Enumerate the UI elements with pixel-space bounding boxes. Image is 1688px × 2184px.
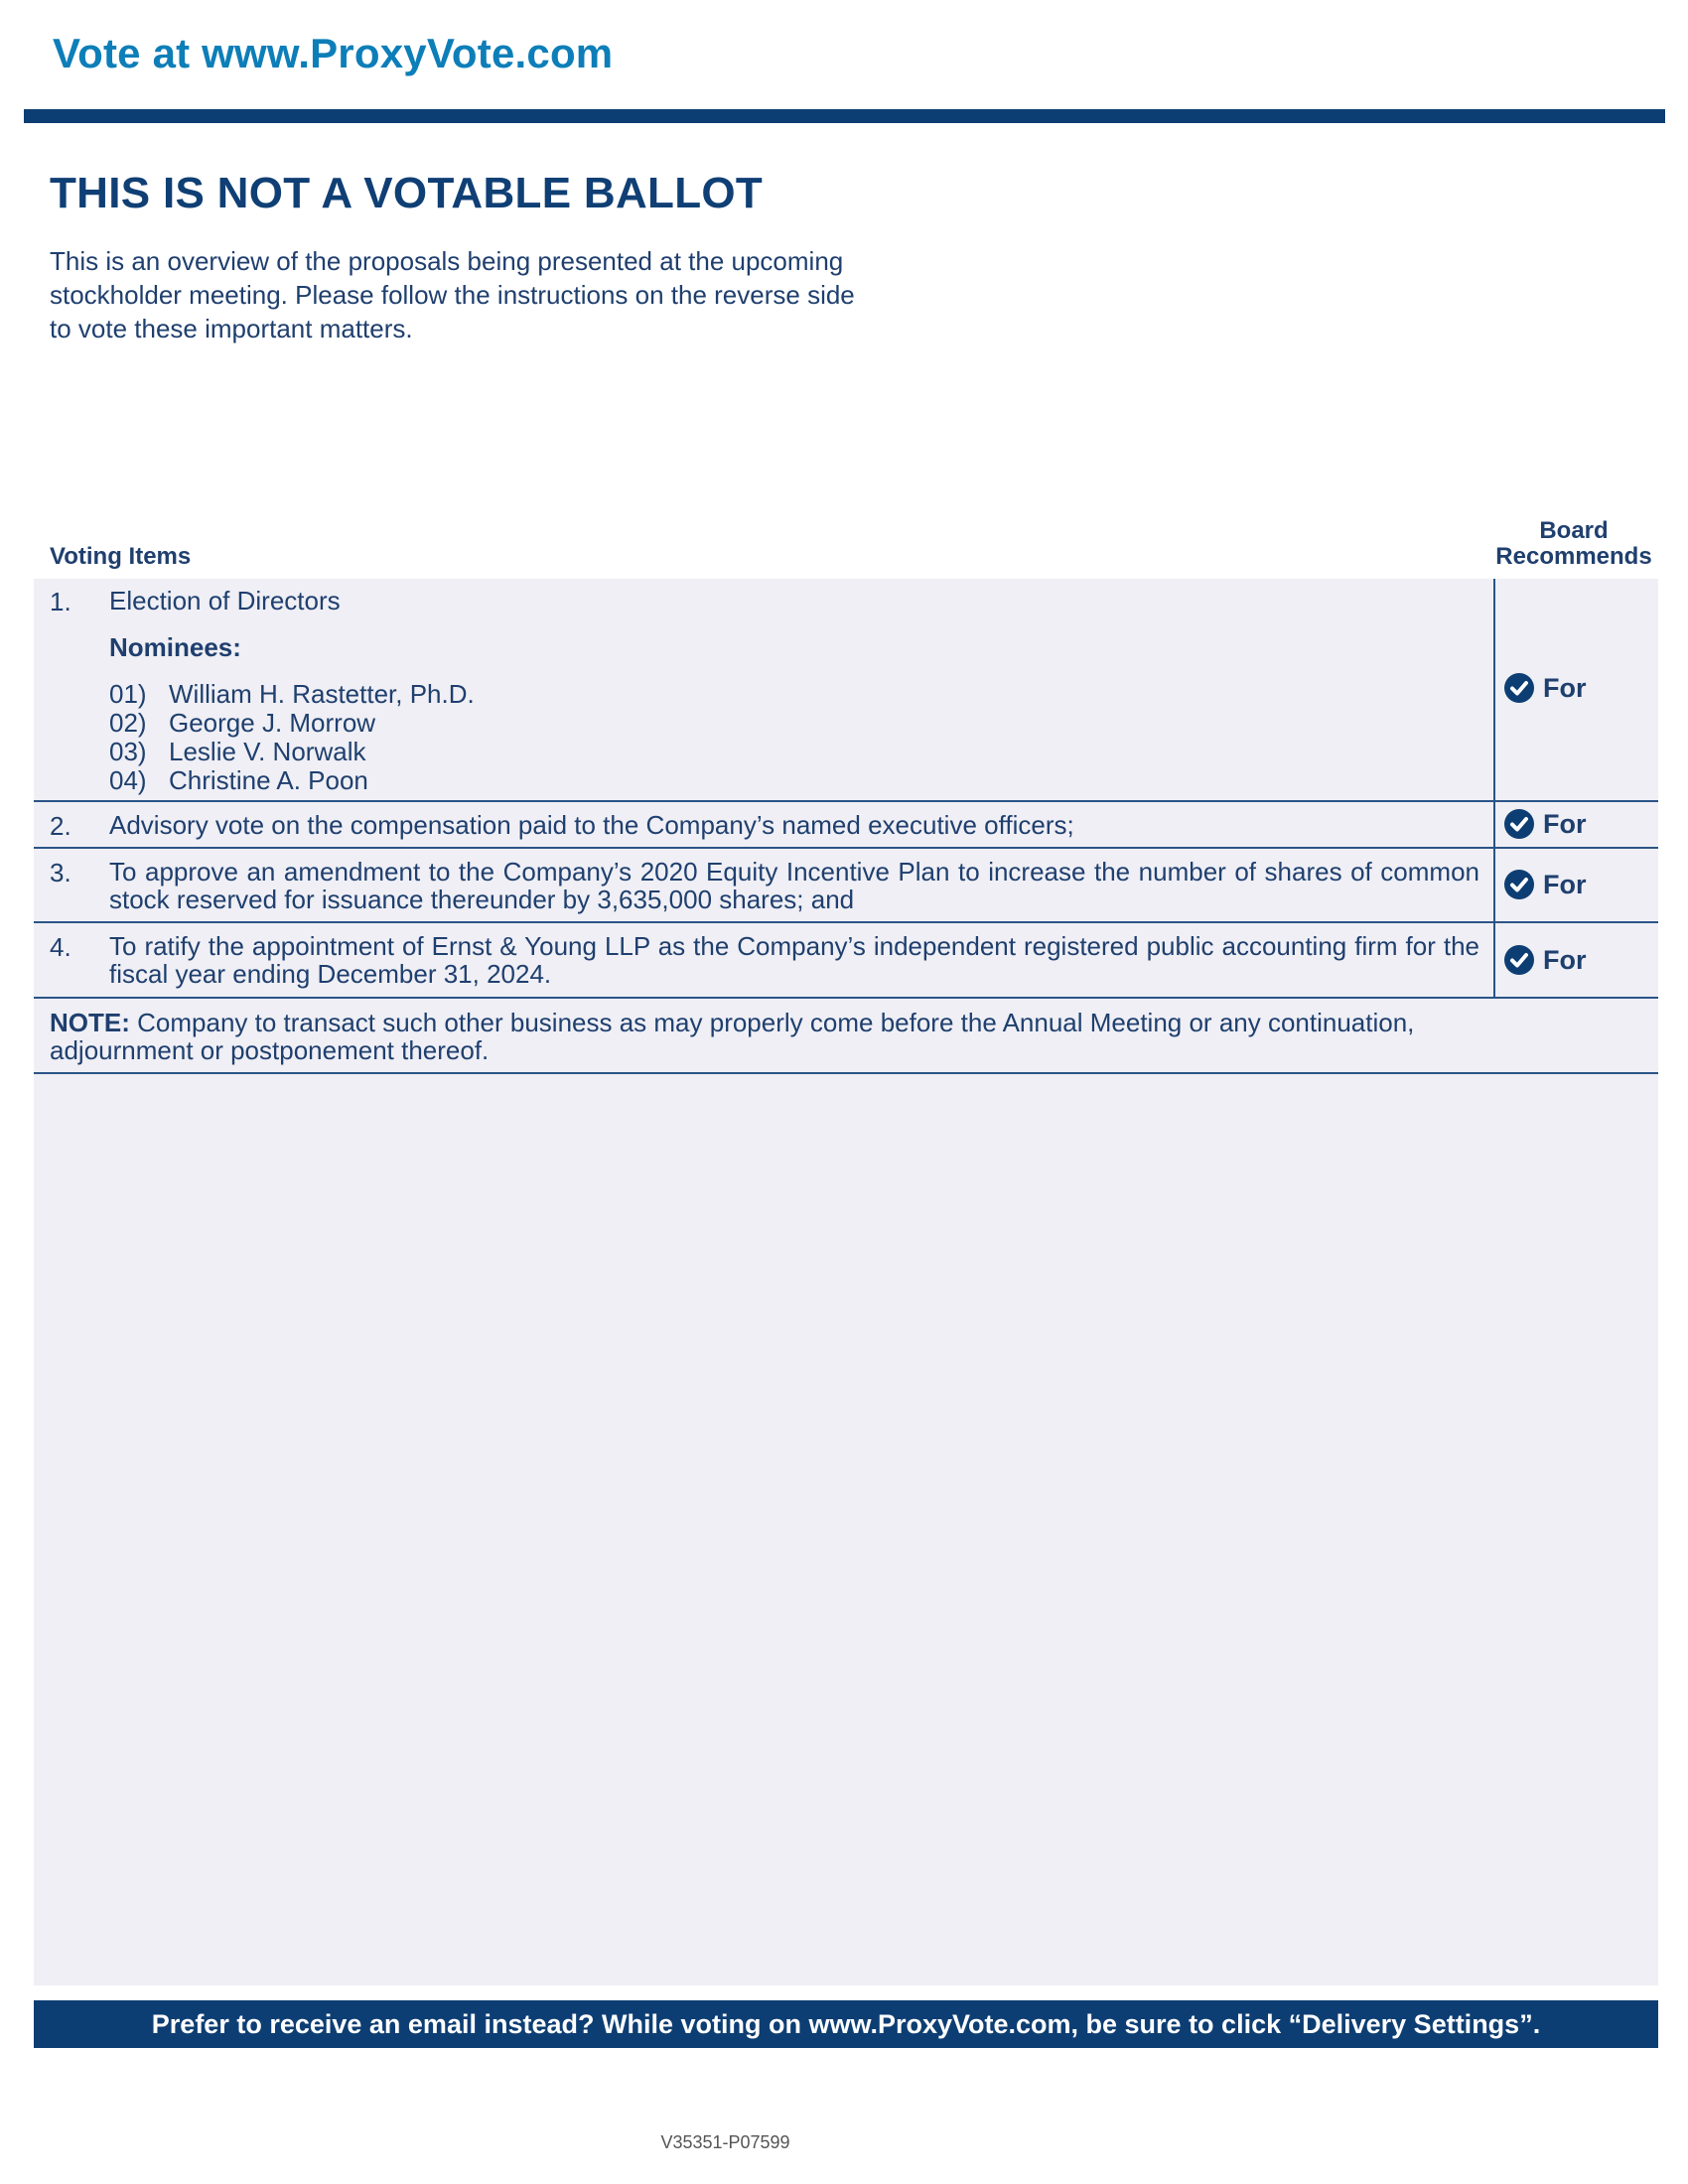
nominees-label: Nominees: [109, 632, 241, 662]
proxyvote-link[interactable]: Vote at www.ProxyVote.com [53, 30, 614, 76]
nominee-name: Leslie V. Norwalk [169, 737, 366, 766]
nominee-number: 02) [109, 708, 147, 738]
page-title: THIS IS NOT A VOTABLE BALLOT [50, 169, 764, 217]
recommendation-cell [1493, 579, 1658, 800]
item-number: 2. [50, 811, 71, 841]
nominee-item [109, 680, 475, 709]
note-row [34, 999, 1658, 1074]
note-text [50, 1009, 1499, 1064]
check-circle-icon [1503, 944, 1535, 976]
header-rule [24, 109, 1665, 123]
recommendation [1503, 944, 1587, 976]
check-circle-icon [1503, 672, 1535, 704]
voting-item-4 [34, 923, 1658, 999]
recommendation-label: For [1543, 944, 1587, 975]
check-circle-icon [1503, 808, 1535, 840]
item-text: To ratify the appointment of Ernst & Young LLP as the Company’s independent registered public accounting firm for the fiscal year ending December 31, 2024. [109, 931, 1479, 989]
check-circle-icon [1503, 869, 1535, 900]
document-id: V35351-P07599 [660, 2132, 790, 2152]
recommendation [1503, 869, 1587, 900]
nominee-number: 01) [109, 679, 147, 709]
item-number: 3. [50, 858, 71, 887]
item-text: Election of Directors [109, 586, 341, 615]
voting-items-header: Voting Items [50, 543, 192, 570]
recommendation [1503, 672, 1587, 704]
nominee-name: Christine A. Poon [169, 765, 368, 795]
nominee-number: 03) [109, 737, 147, 766]
voting-item-3 [34, 849, 1658, 923]
nominee-item [109, 709, 475, 738]
recommendation [1503, 808, 1587, 840]
item-text: Advisory vote on the compensation paid to the Company’s named executive officers; [109, 810, 1074, 840]
board-recommends-header [1489, 518, 1658, 570]
recommendation-cell [1493, 923, 1658, 997]
item-text: To approve an amendment to the Company’s 2020 Equity Incentive Plan to increase the number of shares of common stock reserved for issuance thereunder by 3,635,000 shares; and [109, 857, 1479, 914]
delivery-settings-banner: Prefer to receive an email instead? While voting on www.ProxyVote.com, be sure to click “Delivery Settings”. [34, 2000, 1658, 2048]
item-number: 4. [50, 932, 71, 962]
recommendation-cell [1493, 849, 1658, 921]
nominee-item [109, 738, 475, 766]
nominee-item [109, 766, 475, 795]
item-number: 1. [50, 587, 71, 616]
board-recommends-line1: Board [1539, 517, 1609, 544]
intro-text: This is an overview of the proposals being presented at the upcoming stockholder meeting. Please follow the instructions on the reverse side to vote these important matters. [50, 246, 855, 343]
recommendation-label: For [1543, 808, 1587, 839]
recommendation-cell [1493, 802, 1658, 847]
voting-item-1 [34, 579, 1658, 802]
note-body: Company to transact such other business as may properly come before the Annual Meeting or any continuation, adjournment or postponement thereof. [50, 1008, 1415, 1065]
recommendation-label: For [1543, 672, 1587, 703]
nominee-list [109, 680, 475, 795]
nominee-name: William H. Rastetter, Ph.D. [169, 679, 475, 709]
recommendation-label: For [1543, 869, 1587, 899]
nominee-number: 04) [109, 765, 147, 795]
note-label: NOTE: [50, 1008, 130, 1037]
voting-item-2 [34, 802, 1658, 849]
board-recommends-line2: Recommends [1495, 543, 1652, 570]
nominee-name: George J. Morrow [169, 708, 376, 738]
